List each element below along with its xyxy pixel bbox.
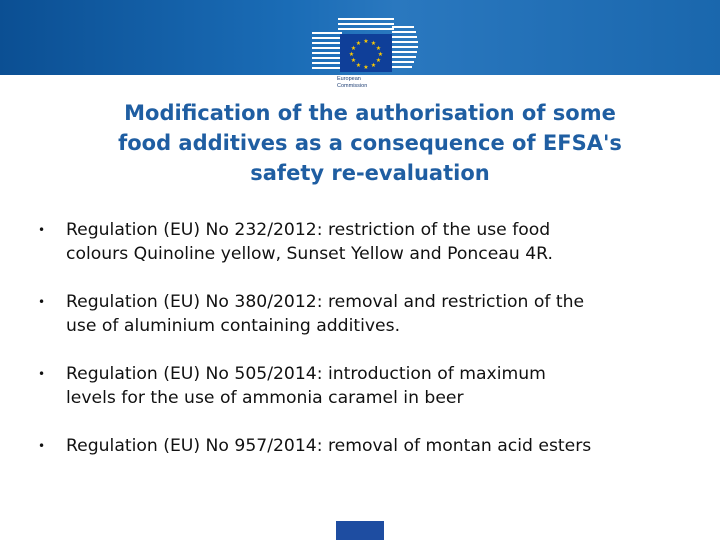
bullet-line: Regulation (EU) No 505/2014: introduction of maximum [66, 364, 546, 384]
title-line-3: safety re-evaluation [250, 161, 490, 185]
svg-text:★: ★ [370, 40, 377, 47]
bullet-line: Regulation (EU) No 957/2014: removal of montan acid esters [66, 436, 592, 456]
bullet-dot-icon: • [38, 367, 46, 381]
bullet-dot-icon: • [38, 223, 46, 237]
bullet-dot-icon: • [38, 295, 46, 309]
svg-text:★: ★ [363, 38, 369, 45]
svg-text:★: ★ [375, 57, 382, 64]
svg-text:★: ★ [370, 62, 377, 69]
svg-text:★: ★ [355, 62, 362, 69]
title-line-1: Modification of the authorisation of some [124, 101, 616, 125]
logo-caption-line1: European [337, 76, 361, 82]
bullet-list [34, 218, 694, 458]
logo-caption-line2: Commission [337, 83, 368, 89]
svg-text:★: ★ [350, 57, 357, 64]
bullet-item-232-2012 [34, 218, 694, 266]
bullet-line: colours Quinoline yellow, Sunset Yellow and Ponceau 4R. [66, 244, 553, 264]
logo-caption [337, 76, 397, 90]
bullet-item-380-2012 [34, 290, 694, 338]
svg-text:★: ★ [377, 51, 384, 58]
bullet-item-505-2014 [34, 362, 694, 410]
slide-title [60, 98, 680, 188]
bullet-line: levels for the use of ammonia caramel in beer [66, 388, 464, 408]
svg-text:★: ★ [348, 51, 355, 58]
bullet-line: Regulation (EU) No 232/2012: restriction of the use food [66, 220, 551, 240]
svg-text:★: ★ [363, 64, 369, 71]
bullet-line: use of aluminium containing additives. [66, 316, 401, 336]
bullet-dot-icon: • [38, 439, 46, 453]
title-line-2: food additives as a consequence of EFSA's [118, 131, 622, 155]
svg-text:★: ★ [350, 45, 357, 52]
bullet-line: Regulation (EU) No 380/2012: removal and restriction of the [66, 292, 585, 312]
svg-text:★: ★ [375, 45, 382, 52]
footer-bar [336, 521, 384, 540]
svg-text:★: ★ [355, 40, 362, 47]
bullet-item-957-2014 [34, 434, 694, 458]
